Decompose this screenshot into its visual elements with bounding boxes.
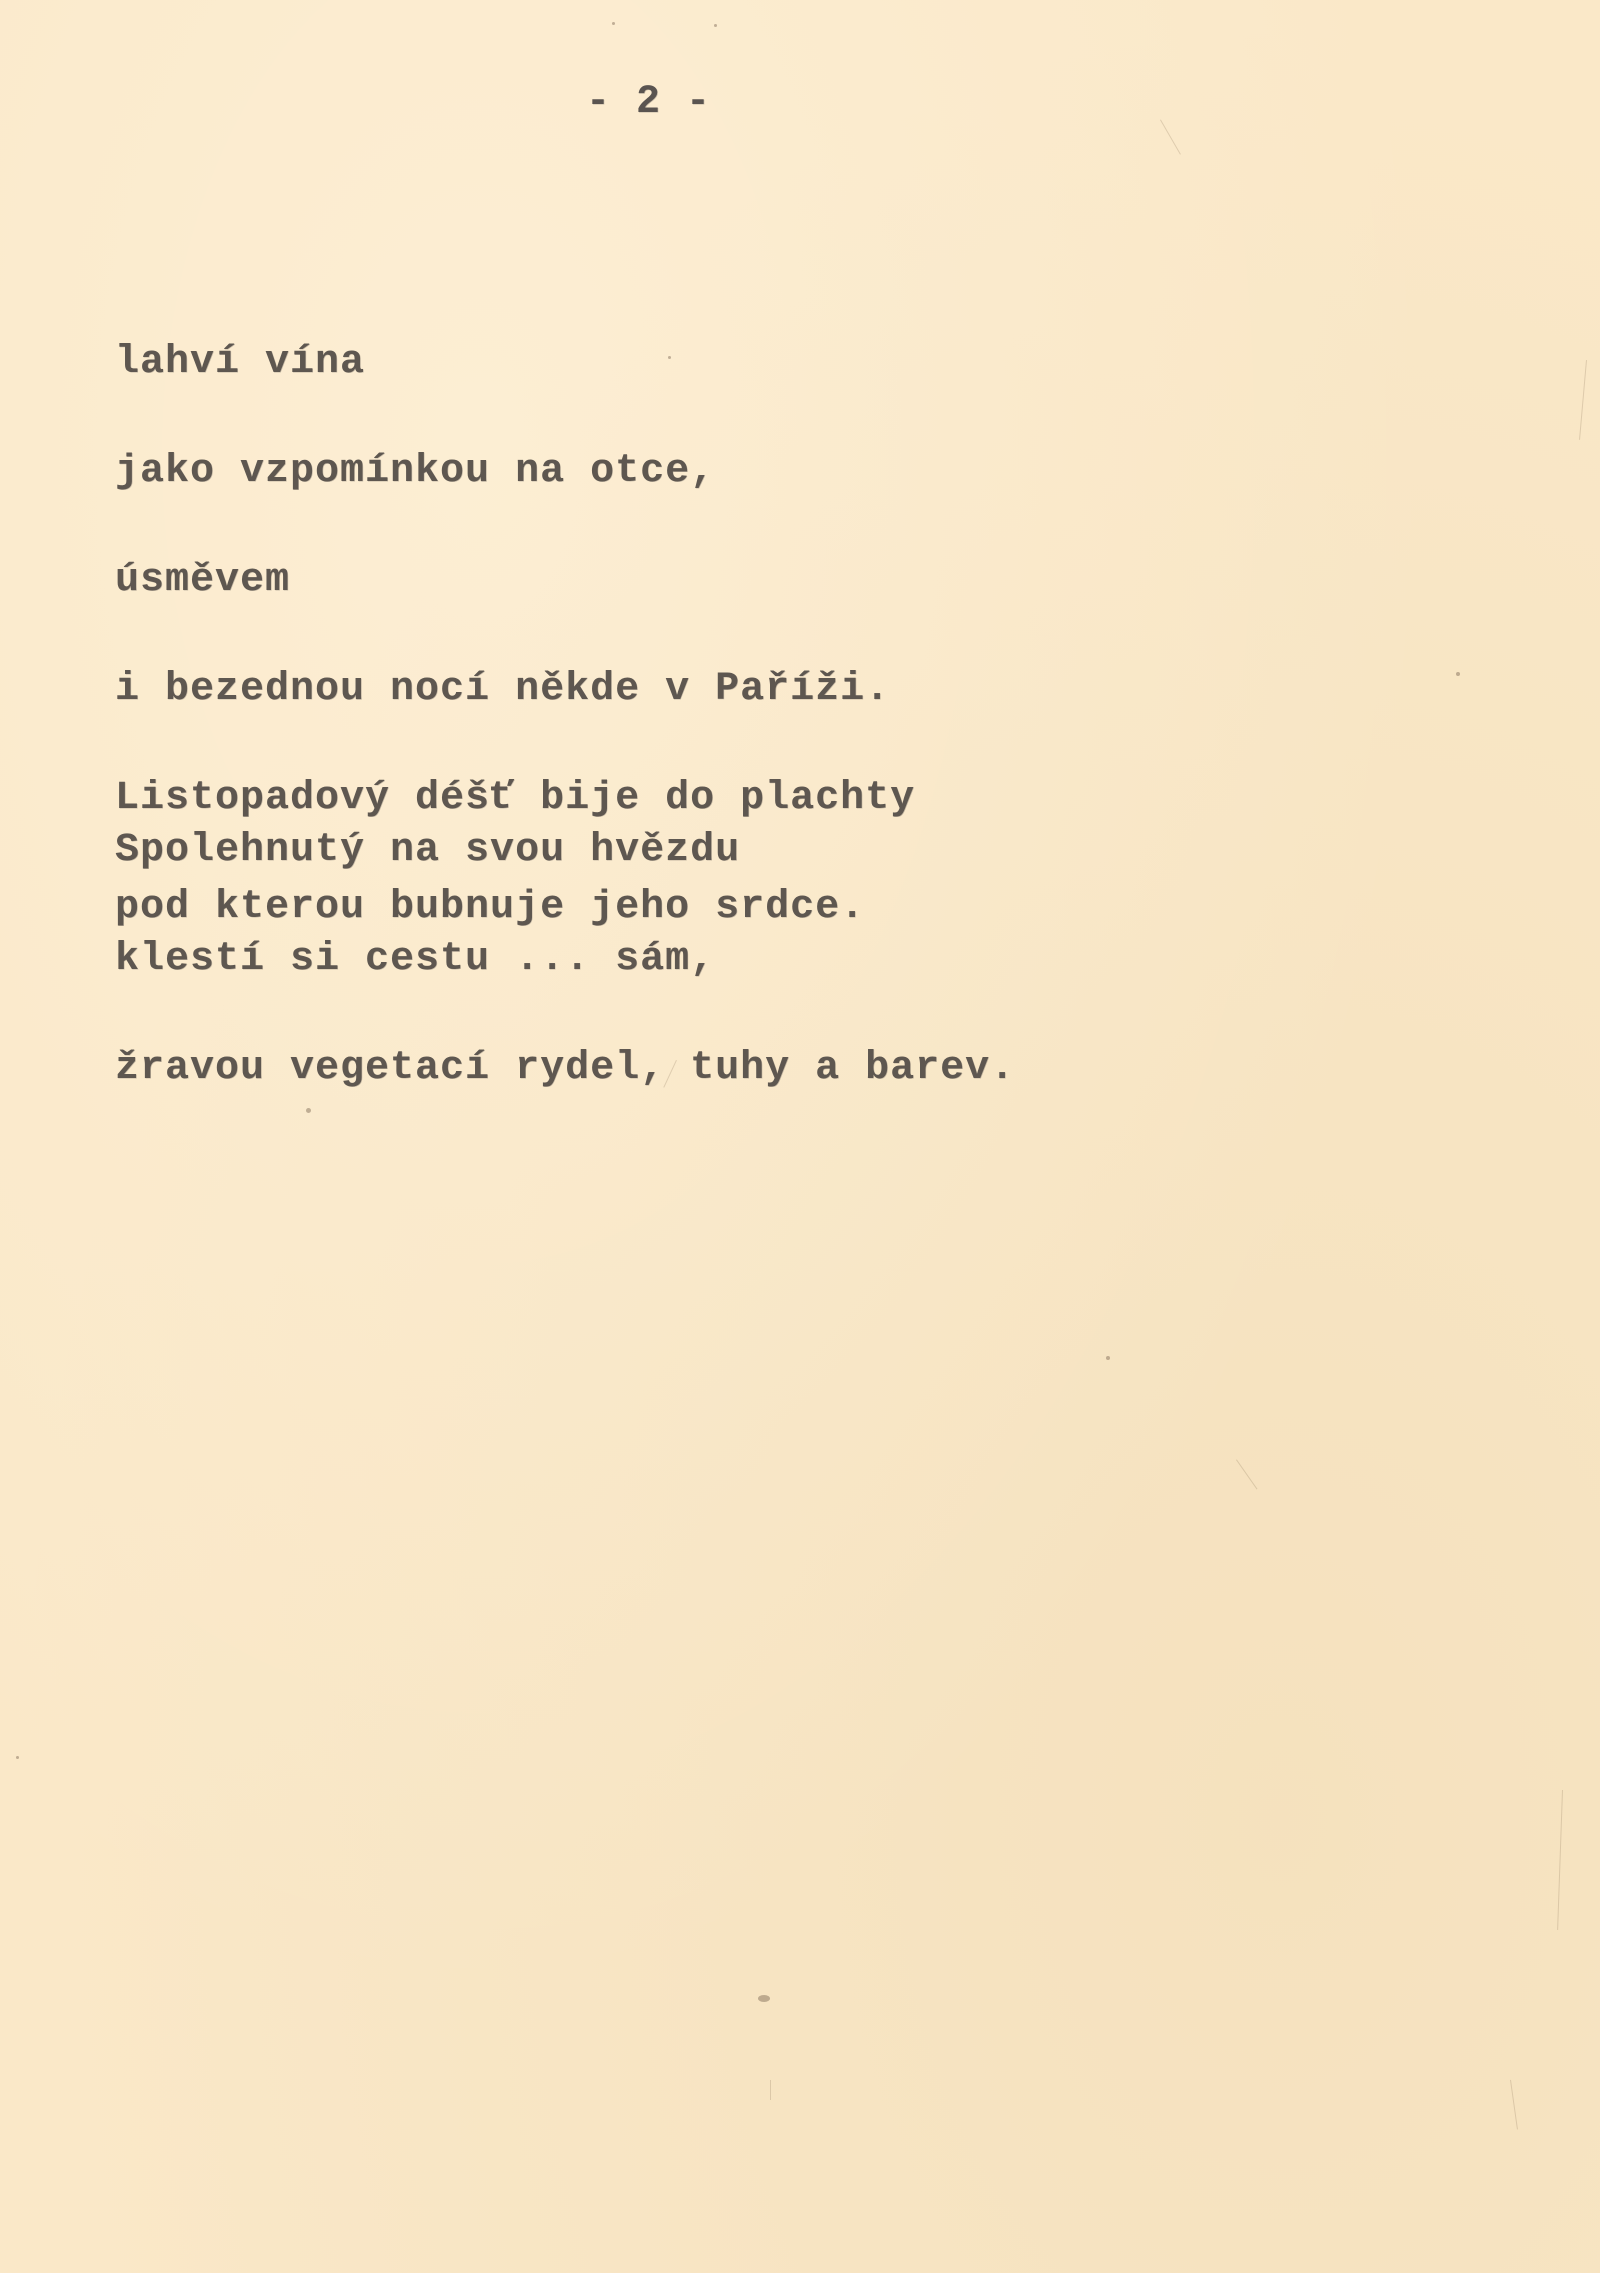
paper-speck (668, 356, 671, 359)
poem-line: Spolehnutý na svou hvězdu (115, 828, 741, 873)
page-number: - 2 - (586, 80, 712, 125)
paper-fiber (1160, 120, 1181, 155)
poem-line: lahví vína (115, 340, 366, 385)
paper-speck (1456, 672, 1460, 676)
poem-line: klestí si cestu ... sám, (115, 937, 716, 982)
poem-stanza-2 (115, 778, 1015, 1141)
paper-fiber (1236, 1459, 1257, 1489)
paper-speck (758, 1995, 770, 2002)
paper-fiber (1579, 360, 1587, 440)
poem-line: jako vzpomínkou na otce, (115, 449, 716, 494)
poem-line: pod kterou bubnuje jeho srdce. (115, 885, 866, 930)
paper-fiber (770, 2080, 771, 2100)
paper-speck (1106, 1356, 1110, 1360)
paper-speck (612, 22, 615, 25)
paper-fiber (1557, 1790, 1563, 1930)
paper-fiber (1510, 2080, 1518, 2130)
poem-line: úsměvem (115, 558, 291, 603)
poem-line: Listopadový déšť bije do plachty (115, 776, 916, 821)
poem-line: i bezednou nocí někde v Paříži. (115, 667, 891, 712)
paper-speck (306, 1108, 311, 1113)
paper-speck (714, 24, 717, 27)
paper-speck (16, 1756, 19, 1759)
poem-line: žravou vegetací rydel, tuhy a barev. (115, 1046, 1016, 1091)
